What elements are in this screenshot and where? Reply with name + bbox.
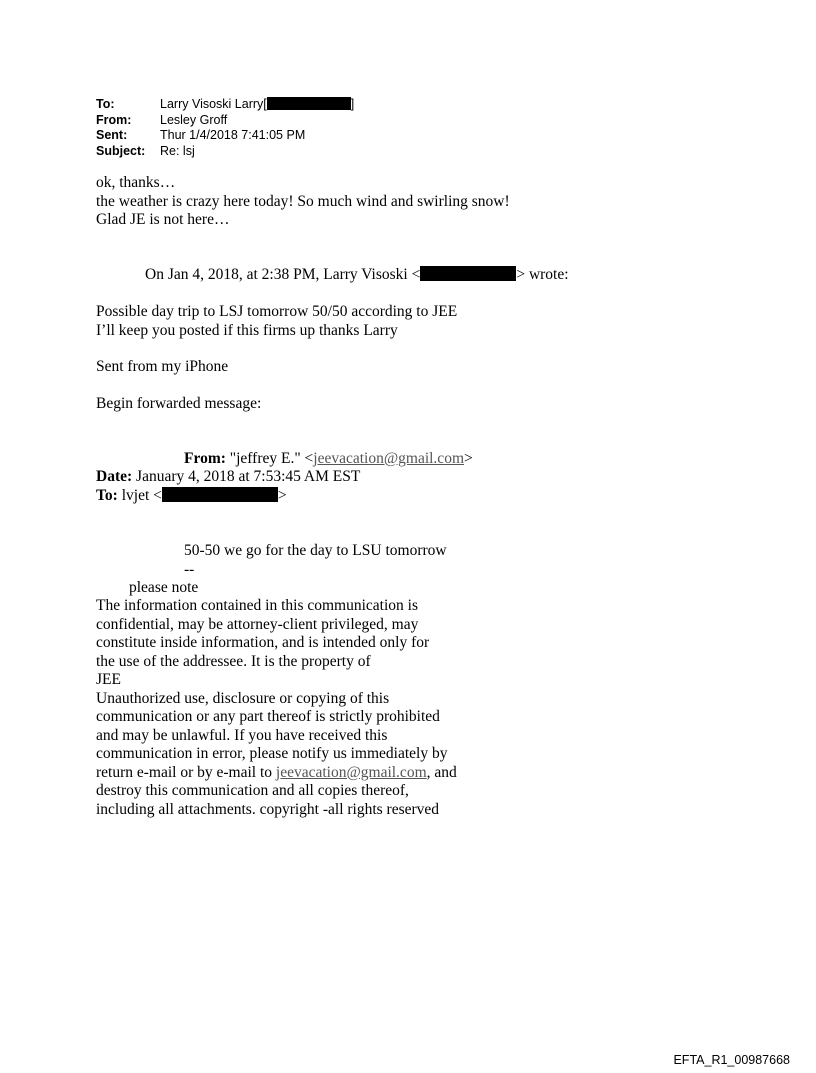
to-label: To: [96,97,115,111]
to-value [160,97,354,113]
reply-line: the weather is crazy here today! So much wind and swirling snow! [96,192,510,210]
fwd-from-name: "jeffrey E." < [229,450,314,467]
disclaimer-return-text: return e-mail or by e-mail to [96,763,276,781]
document-id: EFTA_R1_00987668 [673,1053,790,1067]
disclaimer-line: communication or any part thereof is strictly prohibited [96,708,440,725]
email-header [96,97,354,159]
to-value-close: ] [350,97,355,111]
quoted-body [96,303,457,340]
fwd-message-text: 50-50 we go for the day to LSU tomorrow [184,542,447,559]
from-label: From: [96,112,132,127]
header-subject-row [96,144,354,160]
redaction-box [420,266,516,281]
forwarded-date [96,468,360,487]
header-sent-row [96,128,354,144]
redaction-box [267,97,351,110]
fwd-from-label: From: [184,450,226,467]
disclaimer-line: Unauthorized use, disclosure or copying of this [96,689,390,707]
attribution-suffix: > wrote: [516,266,569,283]
fwd-separator: -- [184,560,195,578]
reply-line: Glad JE is not here… [96,211,230,228]
disclaimer-line: the use of the addressee. It is the property of [96,652,371,670]
reply-line: ok, thanks… [96,174,176,191]
iphone-signature [96,358,228,377]
sent-label: Sent: [96,128,128,142]
fwd-date-value: January 4, 2018 at 7:53:45 AM EST [136,468,361,485]
fwd-to-close: > [277,487,287,504]
sent-value: Thur 1/4/2018 7:41:05 PM [160,128,306,142]
quoted-line: Possible day trip to LSJ tomorrow 50/50 according to JEE [96,303,458,320]
disclaimer-line: JEE [96,671,121,688]
forward-note [96,395,261,414]
forwarded-to [96,487,287,506]
please-note-text: please note [129,579,199,596]
fwd-from-close: > [464,450,473,467]
signature-text: Sent from my iPhone [96,358,229,375]
quoted-attribution [145,266,569,285]
disclaimer-line: confidential, may be attorney-client privileged, may [96,615,419,633]
fwd-date-label: Date: [96,468,133,485]
fwd-to-label: To: [96,487,118,504]
fwd-to-value: lvjet < [121,487,162,504]
disclaimer-line: The information contained in this communication is [96,597,418,614]
attribution-text: On Jan 4, 2018, at 2:38 PM, Larry Visoski < [145,266,421,283]
subject-label: Subject: [96,143,146,158]
disclaimer-line: destroy this communication and all copies thereof, [96,782,409,799]
header-from-row [96,113,354,129]
disclaimer-line: including all attachments. copyright -all rights reserved [96,800,440,818]
reply-body [96,174,510,230]
disclaimer-return-suffix: , and [426,763,457,781]
subject-value: Re: lsj [160,143,195,158]
quoted-line: I’ll keep you posted if this firms up thanks Larry [96,321,398,339]
from-value: Lesley Groff [160,112,228,127]
disclaimer-line: communication in error, please notify us immediately by [96,745,448,762]
fwd-from-email-link[interactable]: jeevacation@gmail.com [313,450,464,467]
forward-note-text: Begin forwarded message: [96,395,262,412]
disclaimer-line: and may be unlawful. If you have received this [96,726,388,744]
to-value-text: Larry Visoski Larry[ [160,97,267,111]
redaction-box [162,487,278,502]
disclaimer [96,597,457,819]
disclaimer-line [96,764,457,783]
forwarded-from [184,450,473,469]
forwarded-message [184,542,447,579]
disclaimer-line: constitute inside information, and is intended only for [96,634,430,651]
please-note [129,579,198,598]
disclaimer-email-link[interactable]: jeevacation@gmail.com [275,763,427,781]
header-to-row [96,97,354,113]
